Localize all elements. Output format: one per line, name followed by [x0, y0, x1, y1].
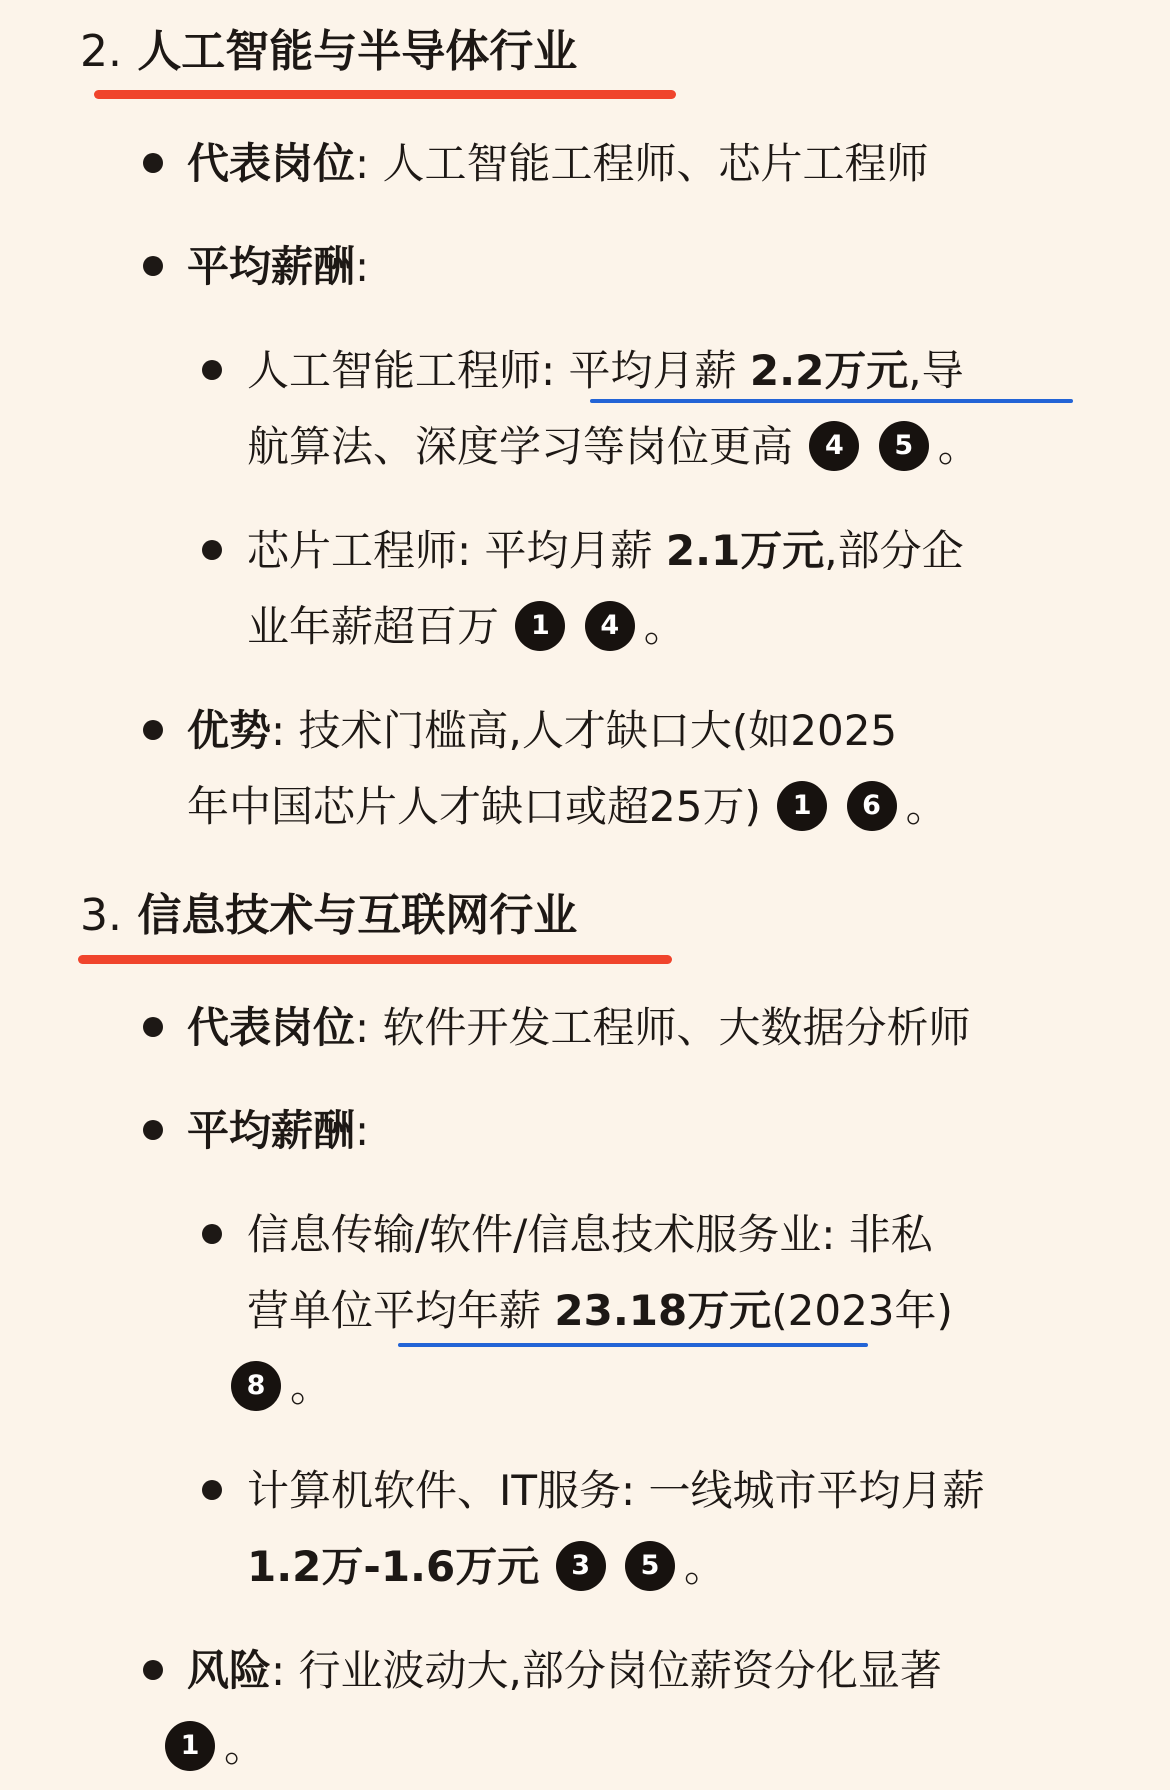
sub-item-line [247, 1530, 726, 1604]
positions-label: 代表岗位 [187, 1003, 356, 1052]
advantage-line [187, 694, 897, 768]
positions-line [187, 127, 929, 201]
advantage-label: 优势 [187, 706, 272, 755]
section-number: 2. [80, 26, 122, 77]
positions-colon: : [355, 139, 370, 188]
sub-item-text: 业年薪超百万 [247, 602, 500, 651]
sub-bullet-icon [202, 1480, 222, 1500]
citation-badge[interactable]: 5 [879, 421, 929, 471]
salary-label: 平均薪酬 [187, 1106, 356, 1155]
sub-item-text: ,部分企 [824, 526, 964, 575]
positions-colon: : [355, 1003, 370, 1052]
section-heading [80, 886, 577, 946]
sub-item-text: 营单位 [247, 1286, 374, 1335]
sub-item-line [247, 514, 964, 588]
sub-item-line [247, 1274, 953, 1348]
heading-underline [78, 955, 672, 964]
bullet-icon [143, 1017, 163, 1037]
positions-text: 人工智能工程师、芯片工程师 [382, 139, 929, 188]
risk-text: 。 [224, 1722, 267, 1771]
bullet-icon [143, 153, 163, 173]
sub-item-text: 信息传输/软件/信息技术服务业: 非私 [247, 1210, 933, 1259]
risk-line [187, 1634, 942, 1708]
sub-item-text: 。 [290, 1362, 333, 1411]
sub-item-line [228, 1350, 332, 1424]
citation-badge[interactable]: 8 [231, 1361, 281, 1411]
sub-item-line [247, 1454, 985, 1528]
risk-line [162, 1710, 266, 1784]
citation-badge[interactable]: 5 [625, 1541, 675, 1591]
salary-colon: : [355, 242, 370, 291]
advantage-text: 。 [905, 782, 948, 831]
citation-badge[interactable]: 6 [847, 781, 897, 831]
highlight-underline [590, 399, 1073, 403]
sub-item-text: 平均年薪 [373, 1286, 542, 1335]
sub-item-text: 计算机软件、IT服务: 一线城市平均月薪 [247, 1466, 985, 1515]
sub-bullet-icon [202, 360, 222, 380]
salary-figure: 23.18万元 [554, 1286, 772, 1335]
salary-colon: : [355, 1106, 370, 1155]
sub-item-text: 。 [683, 1542, 726, 1591]
sub-item-line [247, 334, 964, 408]
sub-item-text: 航算法、深度学习等岗位更高 [247, 422, 794, 471]
advantage-colon: : [271, 706, 286, 755]
sub-item-text: 人工智能工程师: [247, 346, 556, 395]
sub-item-text: ,导 [908, 346, 964, 395]
bullet-icon [143, 256, 163, 276]
bullet-icon [143, 1660, 163, 1680]
section-title: 人工智能与半导体行业 [137, 26, 578, 77]
sub-item-text: 。 [643, 602, 686, 651]
advantage-text: 技术门槛高,人才缺口大(如2025 [298, 706, 898, 755]
citation-badge[interactable]: 4 [809, 421, 859, 471]
section-title: 信息技术与互联网行业 [137, 890, 578, 941]
sub-item-line [247, 1198, 933, 1272]
section-heading [80, 22, 577, 82]
sub-item-text: 芯片工程师: 平均月薪 [247, 526, 653, 575]
risk-text: 行业波动大,部分岗位薪资分化显著 [298, 1646, 942, 1695]
salary-line [187, 230, 369, 304]
sub-bullet-icon [202, 1224, 222, 1244]
salary-line [187, 1094, 369, 1168]
sub-item-text: 。 [937, 422, 980, 471]
citation-badge[interactable]: 1 [515, 601, 565, 651]
citation-badge[interactable]: 3 [556, 1541, 606, 1591]
bullet-icon [143, 1120, 163, 1140]
advantage-text: 年中国芯片人才缺口或超25万) [187, 782, 761, 831]
salary-label: 平均薪酬 [187, 242, 356, 291]
highlight-underline [398, 1343, 868, 1347]
section-number: 3. [80, 890, 122, 941]
sub-item-line [247, 590, 686, 664]
sub-item-text: 平均月薪 [568, 346, 737, 395]
citation-badge[interactable]: 1 [777, 781, 827, 831]
sub-item-text: (2023年) [771, 1286, 953, 1335]
positions-line [187, 991, 971, 1065]
citation-badge[interactable]: 1 [165, 1721, 215, 1771]
salary-figure: 1.2万-1.6万元 [247, 1542, 540, 1591]
advantage-line [187, 770, 948, 844]
bullet-icon [143, 720, 163, 740]
risk-label: 风险 [187, 1646, 272, 1695]
positions-text: 软件开发工程师、大数据分析师 [382, 1003, 971, 1052]
risk-colon: : [271, 1646, 286, 1695]
sub-item-line [247, 410, 980, 484]
positions-label: 代表岗位 [187, 139, 356, 188]
salary-figure: 2.2万元 [749, 346, 909, 395]
sub-bullet-icon [202, 540, 222, 560]
citation-badge[interactable]: 4 [585, 601, 635, 651]
heading-underline [94, 90, 676, 99]
salary-figure: 2.1万元 [665, 526, 825, 575]
